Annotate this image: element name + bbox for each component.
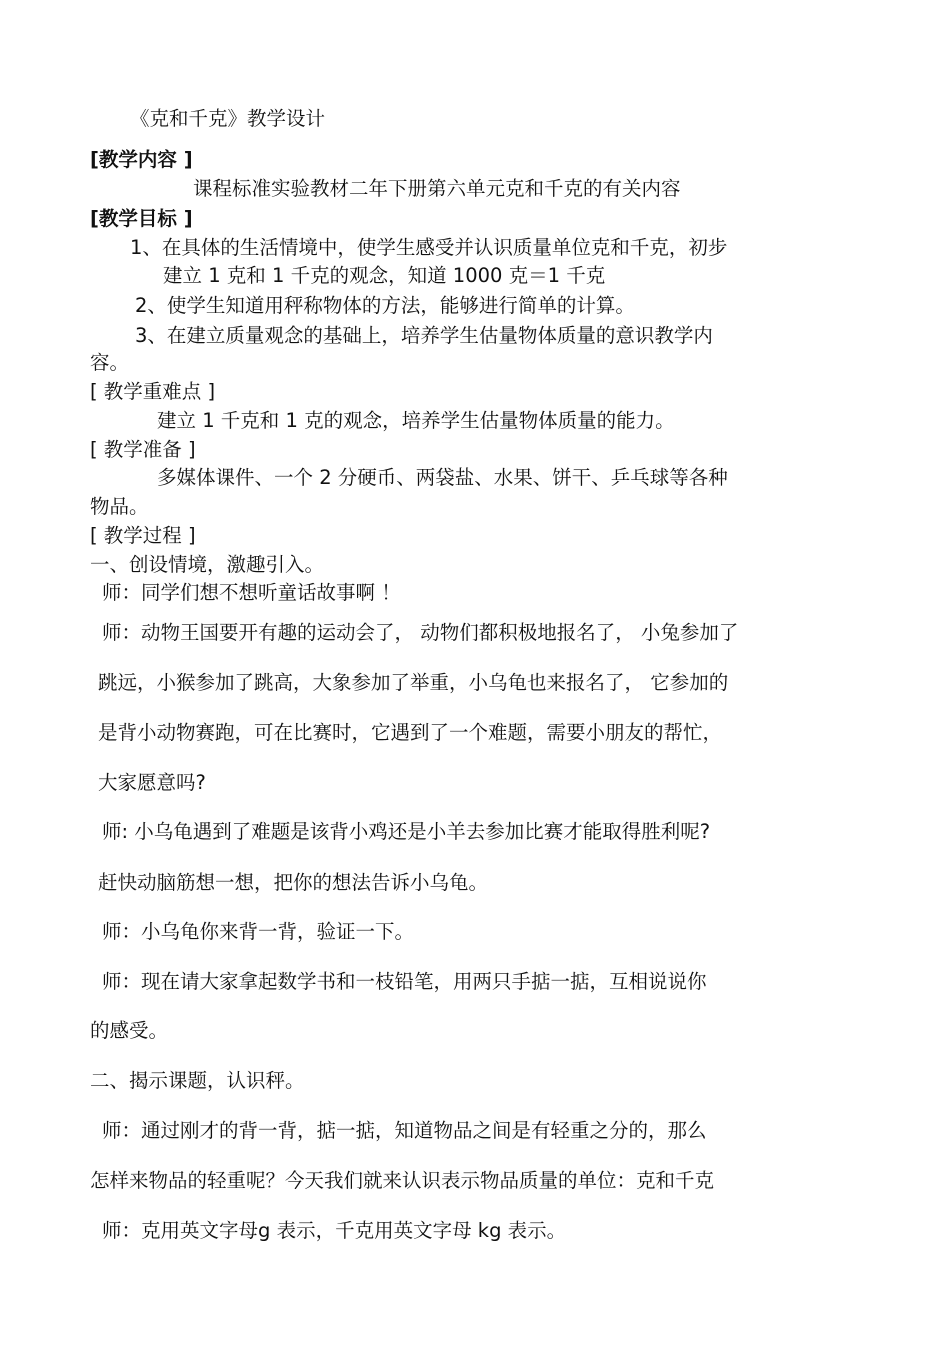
goal-line-2: 建立 1 克和 1 千克的观念，知道 1000 克＝1 千克 xyxy=(163,264,606,287)
process-line-7: 师: 小乌龟遇到了难题是该背小鸡还是小羊去参加比赛才能取得胜利呢? xyxy=(102,820,711,843)
process-line-15: 师：克用英文字母g 表示，千克用英文字母 kg 表示。 xyxy=(102,1219,567,1242)
process-line-13: 师：通过刚才的背一背，掂一掂，知道物品之间是有轻重之分的，那么 xyxy=(102,1119,707,1142)
goal-line-4: 3、在建立质量观念的基础上，培养学生估量物体质量的意识教学内 xyxy=(135,324,713,347)
process-line-8: 赶快动脑筋想一想，把你的想法告诉小乌龟。 xyxy=(98,871,489,894)
key-points-text: 建立 1 千克和 1 克的观念，培养学生估量物体质量的能力。 xyxy=(157,409,675,432)
process-line-9: 师：小乌龟你来背一背，验证一下。 xyxy=(102,920,415,943)
process-line-4: 跳远，小猴参加了跳高，大象参加了举重，小乌龟也来报名了， 它参加的 xyxy=(98,671,729,694)
goal-line-3: 2、使学生知道用秤称物体的方法，能够进行简单的计算。 xyxy=(135,294,635,317)
process-line-5: 是背小动物赛跑，可在比赛时，它遇到了一个难题，需要小朋友的帮忙， xyxy=(98,721,723,744)
heading-teaching-process: [ 教学过程 ] xyxy=(90,524,196,547)
process-line-10: 师：现在请大家拿起数学书和一枝铅笔，用两只手掂一掂，互相说说你 xyxy=(102,970,707,993)
heading-teaching-goals: [教学目标 ] xyxy=(90,207,193,230)
process-line-6: 大家愿意吗? xyxy=(98,771,206,794)
teaching-content-text: 课程标准实验教材二年下册第六单元克和千克的有关内容 xyxy=(193,177,681,200)
heading-teaching-content: [教学内容 ] xyxy=(90,148,193,171)
goal-line-5: 容。 xyxy=(90,351,130,374)
document-title: 《克和千克》教学设计 xyxy=(130,107,326,130)
process-line-11: 的感受。 xyxy=(90,1019,169,1042)
process-line-3: 师：动物王国要开有趣的运动会了， 动物们都积极地报名了， 小兔参加了 xyxy=(102,621,739,644)
preparation-line-2: 物品。 xyxy=(90,495,149,518)
preparation-line-1: 多媒体课件、一个 2 分硬币、两袋盐、水果、饼干、乒乓球等各种 xyxy=(157,466,728,489)
process-line-2: 师：同学们想不想听童话故事啊 ！ xyxy=(102,581,401,604)
process-line-1: 一、创设情境，激趣引入。 xyxy=(90,553,325,576)
heading-preparation: [ 教学准备 ] xyxy=(90,438,196,461)
process-line-14: 怎样来物品的轻重呢？今天我们就来认识表示物品质量的单位：克和千克 xyxy=(90,1169,715,1192)
goal-line-1: 1、在具体的生活情境中，使学生感受并认识质量单位克和千克，初步 xyxy=(130,236,728,259)
process-line-12: 二、揭示课题，认识秤。 xyxy=(90,1069,305,1092)
heading-key-points: [ 教学重难点 ] xyxy=(90,380,216,403)
